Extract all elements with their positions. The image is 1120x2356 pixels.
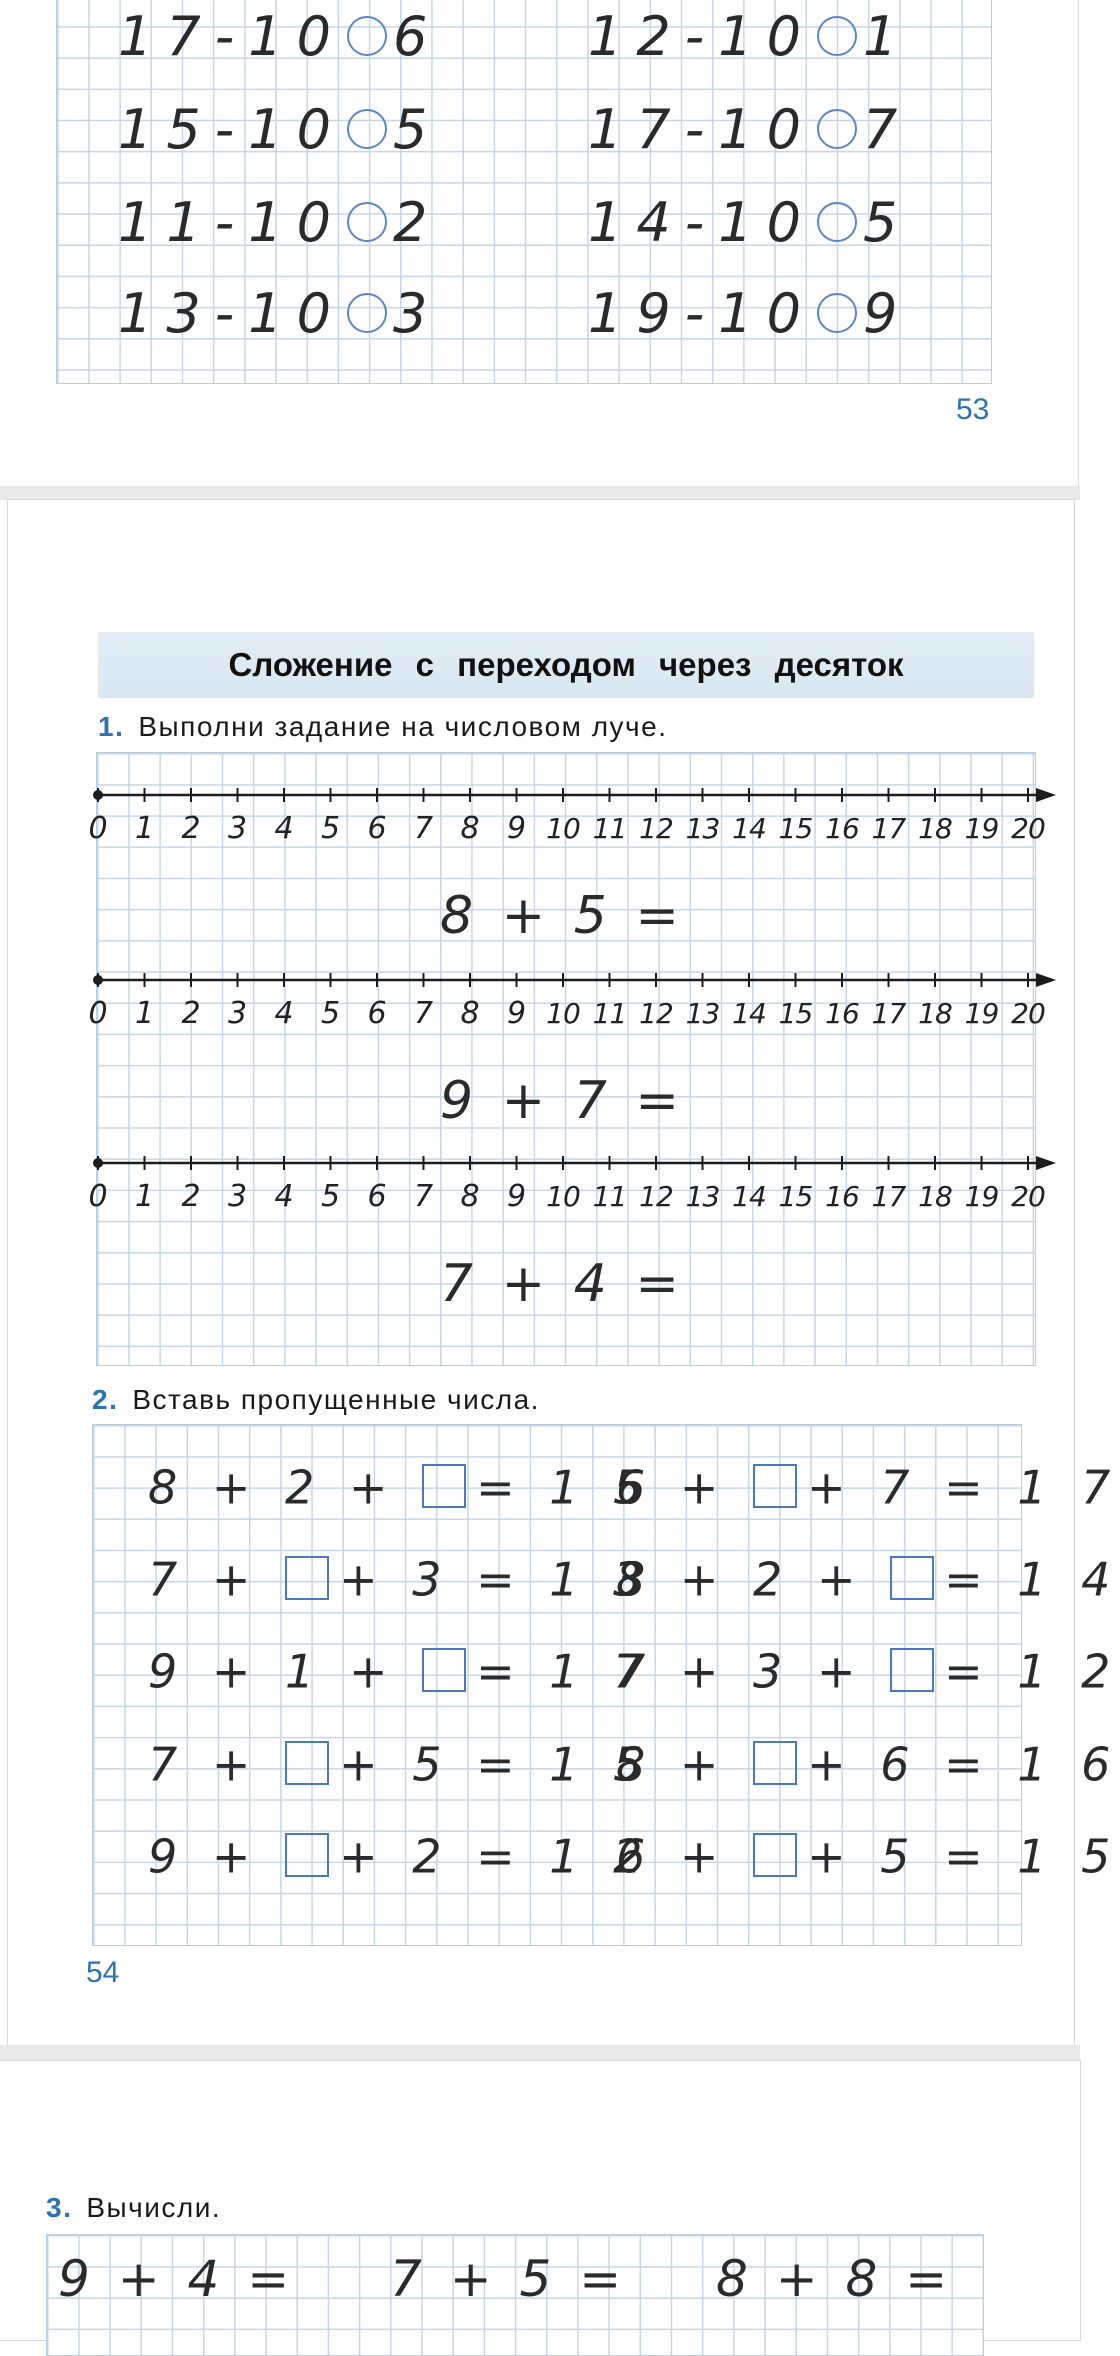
- tick-label: 6: [367, 1179, 387, 1214]
- p53-r3r-a: 14: [588, 191, 685, 254]
- missing-number-box[interactable]: [890, 1648, 934, 1692]
- p53-row-1-left: 17-10 6: [118, 5, 442, 68]
- expression-end: + 5 = 1 5: [339, 1737, 653, 1792]
- p53-row-4-right: 19-10 9: [588, 282, 912, 345]
- expression-end: + 3 = 1 3: [339, 1552, 653, 1607]
- task-2-row-1-right: [616, 1460, 1120, 1518]
- tick-label: 3: [227, 996, 248, 1031]
- task-2-row-5-right: [616, 1829, 1120, 1887]
- p53-r1r-r: 1: [862, 5, 912, 68]
- compare-circle[interactable]: [817, 202, 857, 242]
- expression-start: 6 +: [616, 1829, 754, 1884]
- tick-label: 5: [320, 1179, 341, 1214]
- tick-label: 18: [918, 997, 952, 1030]
- compare-circle[interactable]: [347, 16, 387, 56]
- task-2-row-5-left: [148, 1829, 653, 1887]
- compare-circle[interactable]: [347, 293, 387, 333]
- tick-label: 9: [506, 1179, 527, 1214]
- tick-label: 1: [134, 811, 155, 846]
- tick-label: 4: [274, 996, 294, 1031]
- tick-label: 5: [320, 811, 341, 846]
- compare-circle[interactable]: [347, 109, 387, 149]
- page-number: 53: [956, 393, 990, 426]
- tick-label: 5: [320, 996, 341, 1031]
- tick-label: 7: [413, 996, 434, 1031]
- task-number: 2.: [92, 1384, 119, 1415]
- task-1-title: [98, 711, 667, 743]
- missing-number-box[interactable]: [285, 1741, 329, 1785]
- p53-r2l-a: 15: [118, 98, 215, 161]
- page-gap: [0, 2045, 1080, 2061]
- tick-label: 11: [592, 997, 627, 1030]
- tick-label: 17: [871, 997, 906, 1030]
- p53-row-1-right: 12-10 1: [588, 5, 912, 68]
- task-3-expression-3: 8 + 8 =: [716, 2250, 954, 2308]
- p53-r2r-b: 10: [718, 98, 815, 161]
- p53-r4r-b: 10: [718, 282, 815, 345]
- expression-start: 8 +: [616, 1737, 754, 1792]
- compare-circle[interactable]: [817, 16, 857, 56]
- task-2-row-3-right: [616, 1644, 1120, 1702]
- task-2-row-4-right: [616, 1737, 1120, 1795]
- expression-start: 8 + 2 +: [148, 1460, 423, 1515]
- p53-r4r-a: 19: [588, 282, 685, 345]
- task-number: 1.: [98, 711, 125, 742]
- expression-start: 7 +: [148, 1552, 286, 1607]
- missing-number-box[interactable]: [285, 1556, 329, 1600]
- task-2-row-4-left: [148, 1737, 653, 1795]
- task-3-text: Вычисли.: [86, 2192, 222, 2223]
- p53-r3l-b: 10: [248, 191, 345, 254]
- p53-row-3-right: 14-10 5: [588, 191, 912, 254]
- tick-label: 19: [964, 812, 999, 845]
- missing-number-box[interactable]: [890, 1556, 934, 1600]
- expression-end: + 2 = 1 2: [339, 1829, 653, 1884]
- tick-label: 12: [639, 1180, 673, 1213]
- tick-label: 17: [871, 812, 906, 845]
- expression-start: 7 + 3 +: [616, 1644, 891, 1699]
- tick-label: 7: [413, 1179, 434, 1214]
- task-3-expression-2: 7 + 5 =: [390, 2250, 628, 2308]
- tick-label: 11: [592, 1180, 627, 1213]
- tick-label: 8: [460, 1179, 480, 1214]
- compare-circle[interactable]: [817, 293, 857, 333]
- task-2-row-3-left: [148, 1644, 653, 1702]
- p53-r1l-a: 17: [118, 5, 215, 68]
- p53-r3l-a: 11: [118, 191, 215, 254]
- task-1-text: Выполни задание на числовом луче.: [138, 711, 668, 742]
- tick-label: 18: [918, 812, 952, 845]
- expression-end: = 1 4: [944, 1552, 1120, 1607]
- tick-label: 15: [778, 812, 813, 845]
- p53-r4l-a: 13: [118, 282, 215, 345]
- compare-circle[interactable]: [347, 202, 387, 242]
- expression-start: 6 +: [616, 1460, 754, 1515]
- p53-r2l-r: 5: [392, 98, 442, 161]
- task-2-row-2-left: [148, 1552, 653, 1610]
- tick-label: 3: [227, 811, 248, 846]
- task-number: 3.: [46, 2192, 73, 2223]
- p53-r2r-r: 7: [862, 98, 912, 161]
- expression-end: = 1 2: [944, 1644, 1120, 1699]
- tick-label: 11: [592, 812, 627, 845]
- tick-label: 14: [732, 812, 766, 845]
- page-gap: [0, 486, 1080, 500]
- task-1-expression-1: 8 + 5 =: [440, 886, 685, 946]
- missing-number-box[interactable]: [753, 1833, 797, 1877]
- section-title: Сложение с переходом через десяток: [228, 646, 904, 683]
- task-3-title: [46, 2192, 221, 2224]
- p53-r1l-b: 10: [248, 5, 345, 68]
- tick-label: 2: [181, 811, 201, 846]
- tick-label: 6: [367, 996, 387, 1031]
- tick-label: 0: [88, 1179, 108, 1214]
- p53-row-3-left: 11-10 2: [118, 191, 442, 254]
- tick-label: 10: [546, 1180, 580, 1213]
- p53-r4l-b: 10: [248, 282, 345, 345]
- task-2-row-2-right: [616, 1552, 1120, 1610]
- tick-label: 3: [227, 1179, 248, 1214]
- p53-r2l-b: 10: [248, 98, 345, 161]
- tick-label: 19: [964, 997, 999, 1030]
- expression-end: + 6 = 1 6: [807, 1737, 1120, 1792]
- tick-label: 4: [274, 811, 294, 846]
- p53-row-4-left: 13-10 3: [118, 282, 442, 345]
- missing-number-box[interactable]: [753, 1464, 797, 1508]
- expression-end: = 1 7: [476, 1644, 653, 1699]
- task-1-expression-3: 7 + 4 =: [440, 1254, 685, 1314]
- tick-label: 8: [460, 996, 480, 1031]
- section-title-banner: [98, 632, 1034, 698]
- tick-label: 19: [964, 1180, 999, 1213]
- tick-label: 13: [685, 812, 720, 845]
- missing-number-box[interactable]: [285, 1833, 329, 1877]
- tick-label: 18: [918, 1180, 952, 1213]
- page-53: [0, 0, 1078, 486]
- task-2-row-1-left: [148, 1460, 653, 1518]
- expression-start: 9 + 1 +: [148, 1644, 423, 1699]
- tick-label: 14: [732, 997, 766, 1030]
- tick-label: 6: [367, 811, 387, 846]
- tick-label: 0: [88, 811, 108, 846]
- p53-r3l-r: 2: [392, 191, 442, 254]
- tick-label: 8: [460, 811, 480, 846]
- tick-label: 14: [732, 1180, 766, 1213]
- tick-label: 13: [685, 1180, 720, 1213]
- tick-label: 20: [1011, 1180, 1045, 1213]
- p53-row-2-left: 15-10 5: [118, 98, 442, 161]
- tick-label: 15: [778, 1180, 813, 1213]
- tick-label: 12: [639, 997, 673, 1030]
- tick-label: 7: [413, 811, 434, 846]
- tick-label: 1: [134, 1179, 155, 1214]
- p53-r3r-r: 5: [862, 191, 912, 254]
- tick-label: 4: [274, 1179, 294, 1214]
- p53-r4r-r: 9: [862, 282, 912, 345]
- p53-r1r-b: 10: [718, 5, 815, 68]
- tick-label: 12: [639, 812, 673, 845]
- tick-label: 13: [685, 997, 720, 1030]
- p53-r1r-a: 12: [588, 5, 685, 68]
- expression-start: 8 + 2 +: [616, 1552, 891, 1607]
- missing-number-box[interactable]: [422, 1464, 466, 1508]
- page-number: 54: [86, 1956, 120, 1989]
- tick-label: 15: [778, 997, 813, 1030]
- p53-r1l-r: 6: [392, 5, 442, 68]
- compare-circle[interactable]: [817, 109, 857, 149]
- tick-label: 10: [546, 997, 580, 1030]
- tick-label: 16: [825, 812, 859, 845]
- missing-number-box[interactable]: [422, 1648, 466, 1692]
- expression-end: = 1 5: [476, 1460, 653, 1515]
- missing-number-box[interactable]: [753, 1741, 797, 1785]
- tick-label: 1: [134, 996, 155, 1031]
- task-3-expression-1: 9 + 4 =: [58, 2250, 296, 2308]
- tick-label: 9: [506, 811, 527, 846]
- tick-label: 16: [825, 1180, 859, 1213]
- tick-label: 2: [181, 1179, 201, 1214]
- tick-label: 16: [825, 997, 859, 1030]
- tick-label: 2: [181, 996, 201, 1031]
- task-2-title: [92, 1384, 540, 1416]
- tick-label: 9: [506, 996, 527, 1031]
- tick-label: 10: [546, 812, 580, 845]
- task-1-expression-2: 9 + 7 =: [440, 1071, 685, 1131]
- expression-start: 7 +: [148, 1737, 286, 1792]
- expression-start: 9 +: [148, 1829, 286, 1884]
- p53-r3r-b: 10: [718, 191, 815, 254]
- tick-label: 0: [88, 996, 108, 1031]
- tick-label: 20: [1011, 997, 1045, 1030]
- tick-label: 17: [871, 1180, 906, 1213]
- p53-r4l-r: 3: [392, 282, 442, 345]
- tick-label: 20: [1011, 812, 1045, 845]
- p53-row-2-right: 17-10 7: [588, 98, 912, 161]
- task-2-text: Вставь пропущенные числа.: [132, 1384, 540, 1415]
- expression-end: + 7 = 1 7: [807, 1460, 1120, 1515]
- expression-end: + 5 = 1 5: [807, 1829, 1120, 1884]
- p53-r2r-a: 17: [588, 98, 685, 161]
